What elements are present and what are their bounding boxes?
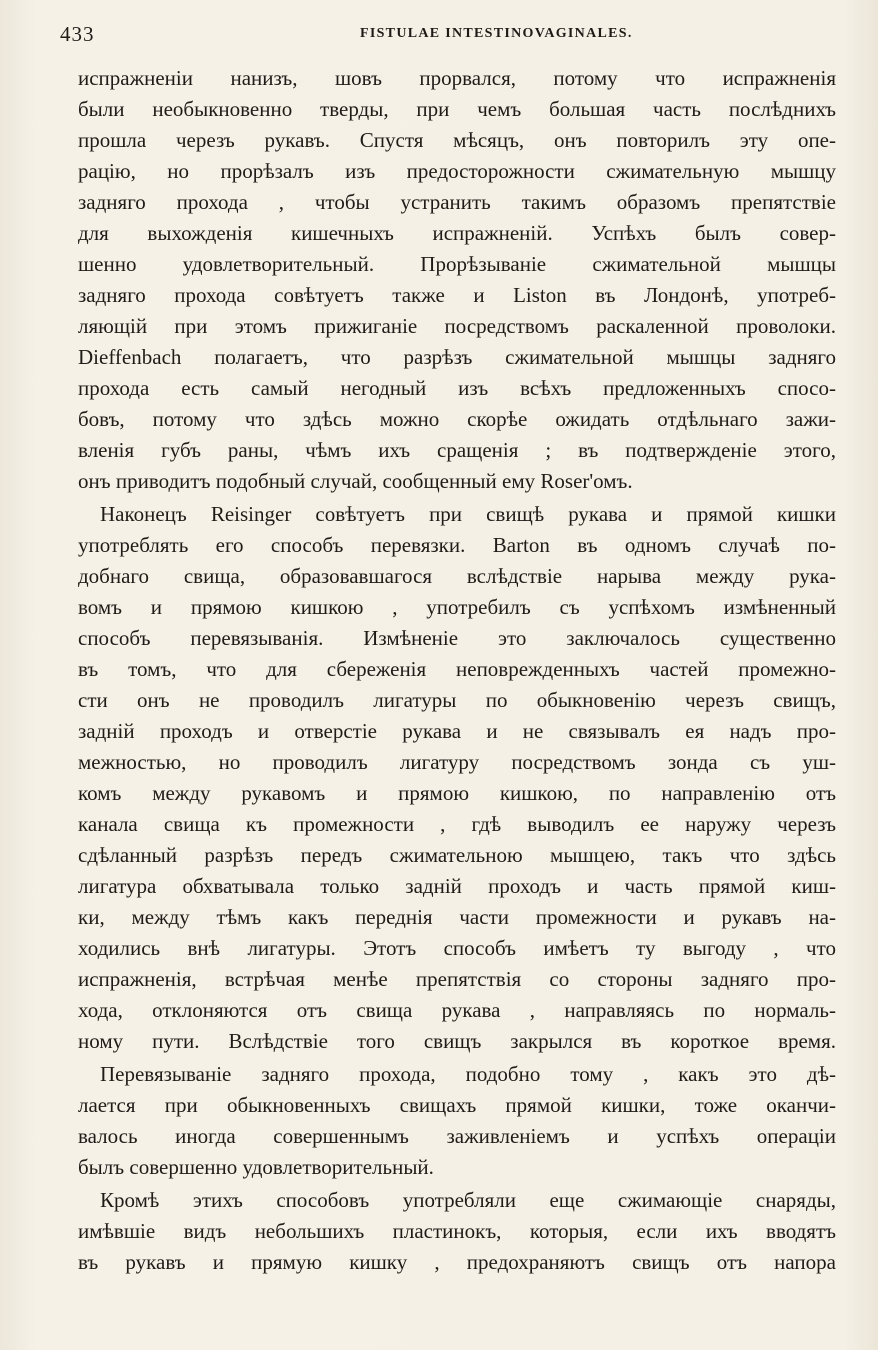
text-line: употреблять его способъ перевязки. Barton въ одномъ случаѣ по- [78, 533, 836, 557]
text-line: лается при обыкновенныхъ свищахъ прямой кишки, тоже оканчи- [78, 1093, 836, 1117]
text-line: ки, между тѣмъ какъ переднія части промежности и рукавъ на- [78, 905, 836, 929]
text-line: хода, отклоняются отъ свища рукава , направляясь по нормаль- [78, 998, 836, 1022]
text-line: сти онъ не проводилъ лигатуры по обыкновенію черезъ свищъ, [78, 688, 836, 712]
body-text [78, 63, 836, 1278]
text-line: испражненія, встрѣчая менѣе препятствія со стороны задняго про- [78, 967, 836, 991]
text-line: онъ приводитъ подобный случай, сообщенный ему Roser'омъ. [78, 469, 633, 493]
text-line: сдѣланный разрѣзъ передъ сжимательною мышцею, такъ что здѣсь [78, 843, 836, 867]
text-line: прохода есть самый негодный изъ всѣхъ предложенныхъ спосо- [78, 376, 836, 400]
text-line: задняго прохода , чтобы устранить такимъ образомъ препятствіе [78, 190, 836, 214]
text-line: Dieffenbach полагаетъ, что разрѣзъ сжимательной мышцы задняго [78, 345, 836, 369]
text-line: ному пути. Вслѣдствіе того свищъ закрылся въ короткое время. [78, 1029, 836, 1053]
text-line: валось иногда совершеннымъ заживленіемъ и успѣхъ операціи [78, 1124, 836, 1148]
text-line: способъ перевязыванія. Измѣненіе это заключалось существенно [78, 626, 836, 650]
text-line: Перевязываніе задняго прохода, подобно тому , какъ это дѣ- [100, 1062, 836, 1086]
text-line: Наконецъ Reisinger совѣтуетъ при свищѣ рукава и прямой кишки [100, 502, 836, 526]
text-line: шенно удовлетворительный. Прорѣзываніе сжимательной мышцы [78, 252, 836, 276]
text-line: въ рукавъ и прямую кишку , предохраняютъ свищъ отъ напора [78, 1250, 836, 1274]
text-line: задній проходъ и отверстіе рукава и не связывалъ ея надъ про- [78, 719, 836, 743]
text-line: былъ совершенно удовлетворительный. [78, 1155, 434, 1179]
text-line: задняго прохода совѣтуетъ также и Liston въ Лондонѣ, употреб- [78, 283, 836, 307]
text-line: для выхожденія кишечныхъ испражненій. Успѣхъ былъ совер- [78, 221, 836, 245]
paragraph [78, 1059, 836, 1183]
text-line: рацію, но прорѣзалъ изъ предосторожности сжимательную мышцу [78, 159, 836, 183]
text-line: были необыкновенно тверды, при чемъ большая часть послѣднихъ [78, 97, 836, 121]
text-line: лигатура обхватывала только задній проходъ и часть прямой киш- [78, 874, 836, 898]
text-line: комъ между рукавомъ и прямою кишкою, по направленію отъ [78, 781, 836, 805]
text-line: ляющій при этомъ прижиганіе посредствомъ раскаленной проволоки. [78, 314, 836, 338]
text-line: прошла черезъ рукавъ. Спустя мѣсяцъ, онъ повторилъ эту опе- [78, 128, 836, 152]
text-line: вленія губъ раны, чѣмъ ихъ сращенія ; въ подтвержденіе этого, [78, 438, 836, 462]
paragraph [78, 1185, 836, 1278]
text-line: Кромѣ этихъ способовъ употребляли еще сжимающіе снаряды, [100, 1188, 836, 1212]
running-head: FISTULAE INTESTINOVAGINALES. [360, 26, 633, 41]
text-line: межностью, но проводилъ лигатуру посредствомъ зонда съ уш- [78, 750, 836, 774]
text-line: имѣвшіе видъ небольшихъ пластинокъ, которыя, если ихъ вводятъ [78, 1219, 836, 1243]
text-line: испражненіи нанизъ, шовъ прорвался, потому что испражненія [78, 66, 836, 90]
page-header [60, 22, 836, 46]
paragraph [78, 63, 836, 497]
text-line: ходились внѣ лигатуры. Этотъ способъ имѣетъ ту выгоду , что [78, 936, 836, 960]
text-line: бовъ, потому что здѣсь можно скорѣе ожидать отдѣльнаго зажи- [78, 407, 836, 431]
text-line: вомъ и прямою кишкою , употребилъ съ успѣхомъ измѣненный [78, 595, 836, 619]
text-line: въ томъ, что для сбереженія неповрежденныхъ частей промежно- [78, 657, 836, 681]
text-line: канала свища къ промежности , гдѣ выводилъ ее наружу черезъ [78, 812, 836, 836]
paragraph [78, 499, 836, 1057]
text-line: добнаго свища, образовавшагося вслѣдствіе нарыва между рука- [78, 564, 836, 588]
page-number: 433 [60, 22, 95, 46]
